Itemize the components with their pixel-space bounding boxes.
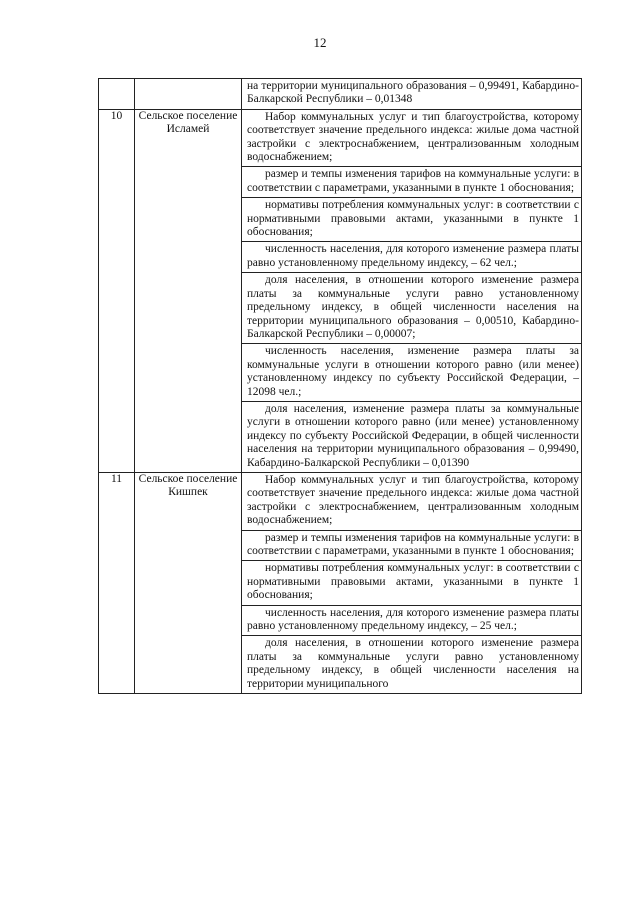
page-number: 12 [313, 35, 327, 50]
row-content-cell [242, 472, 582, 693]
settlement-name-cell [135, 79, 242, 110]
paragraph: Набор коммунальных услуг и тип благоустройства, которому соответствует значение предельного индекса: жилые дома частной застройки с электроснабжением, централизованным холодным водоснабжением; [247, 473, 579, 527]
paragraph: доля населения, в отношении которого изменение размера платы за коммунальные услуги равно установленному предельному индексу, в общей численности населения на территории муниципального образования – 0,00510, Кабардино-Балкарской Республики – 0,00007; [242, 272, 581, 343]
table-row [99, 109, 582, 472]
paragraph: численность населения, для которого изменение размера платы равно установленному предельному индексу, – 25 чел.; [242, 605, 581, 636]
paragraph: доля населения, в отношении которого изменение размера платы за коммунальные услуги равно установленному предельному индексу, в общей численности населения на территории муниципального [242, 635, 581, 693]
tariff-table [98, 78, 582, 694]
settlement-name-cell: Сельское поселение Исламей [135, 109, 242, 472]
table-row [99, 79, 582, 110]
row-number-cell: 10 [99, 109, 135, 472]
paragraph: Набор коммунальных услуг и тип благоустройства, которому соответствует значение предельного индекса: жилые дома частной застройки с электроснабжением, централизованным холодным водоснабжением; [247, 110, 579, 164]
settlement-name-cell: Сельское поселение Кишпек [135, 472, 242, 693]
paragraph: на территории муниципального образования – 0,99491, Кабардино-Балкарской Республики – 0,01348 [247, 80, 579, 106]
paragraph: численность населения, для которого изменение размера платы равно установленному предельному индексу, – 62 чел.; [242, 241, 581, 272]
row-content-cell [242, 79, 582, 110]
paragraph: нормативы потребления коммунальных услуг: в соответствии с нормативными правовыми актами, указанными в пункте 1 обоснования; [242, 560, 581, 604]
paragraph: размер и темпы изменения тарифов на коммунальные услуги: в соответствии с параметрами, указанными в пункте 1 обоснования; [242, 166, 581, 197]
paragraph: размер и темпы изменения тарифов на коммунальные услуги: в соответствии с параметрами, указанными в пункте 1 обоснования; [242, 530, 581, 561]
row-number-cell [99, 79, 135, 110]
row-number-cell: 11 [99, 472, 135, 693]
paragraph: численность населения, изменение размера платы за коммунальные услуги в отношении которого равно (или менее) установленному индексу по субъекту Российской Федерации, – 12098 чел.; [242, 343, 581, 401]
paragraph: нормативы потребления коммунальных услуг: в соответствии с нормативными правовыми актами, указанными в пункте 1 обоснования; [242, 197, 581, 241]
paragraph: доля населения, изменение размера платы за коммунальные услуги в отношении которого равно (или менее) установленному индексу по субъекту Российской Федерации, в общей численности населения на территории муниципального образования – 0,99490, Кабардино-Балкарской Республики – 0,01390 [242, 401, 581, 472]
row-content-cell [242, 109, 582, 472]
table-row [99, 472, 582, 693]
